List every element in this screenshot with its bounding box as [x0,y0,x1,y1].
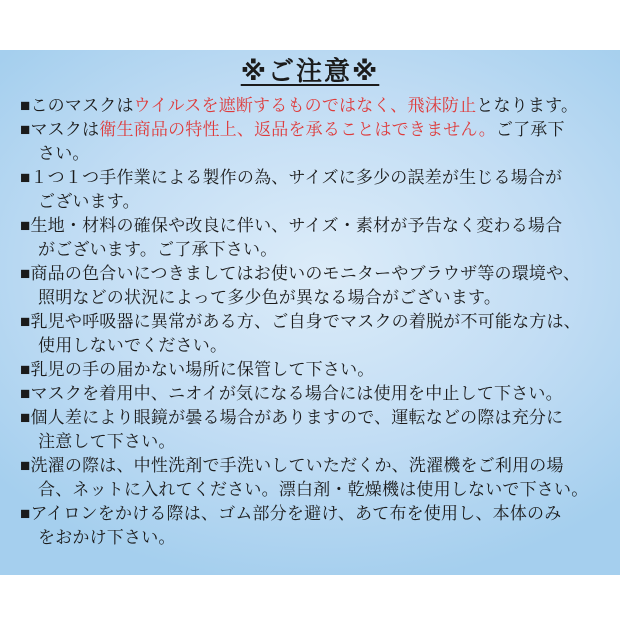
notice-item-continuation-line [20,526,620,550]
notice-text: 使用しないでください。 [38,336,228,355]
notice-text: ございます。 [38,192,140,211]
notice-item-line [20,358,620,382]
notice-text: ■個人差により眼鏡が曇る場合がありますので、運転などの際は充分に [20,408,564,427]
notice-item-continuation-line [20,238,620,262]
notice-item-continuation-line [20,478,620,502]
notice-text: ■商品の色合いにつきましてはお使いのモニターやブラウザ等の環境や、 [20,264,581,283]
notice-text: がございます。ご了承下さい。 [38,240,278,259]
notice-item-line [20,382,620,406]
notice-item-continuation-line [20,334,620,358]
notice-text: となります。 [476,96,579,115]
notice-text: ■洗濯の際は、中性洗剤で手洗いしていただくか、洗濯機をご利用の場 [20,456,564,475]
notice-text: ■乳児や呼吸器に異常がある方、ご自身でマスクの着脱が不可能な方は、 [20,312,581,331]
notice-text: さい。 [38,144,90,163]
notice-item-continuation-line [20,190,620,214]
caution-title: ※ご注意※ [240,56,380,86]
notice-text: をおかけ下さい。 [38,528,176,547]
notice-text: ■乳児の手の届かない場所に保管して下さい。 [20,360,375,379]
notice-text-red: 衛生商品の特性上、返品を承ることはできません。 [99,120,496,139]
notice-item-line [20,118,620,142]
caution-panel [0,50,620,575]
notice-item-line [20,454,620,478]
notice-item-line [20,262,620,286]
notice-text: ■マスクは [20,120,100,139]
notice-item-line [20,214,620,238]
notice-item-line [20,166,620,190]
notice-text: ご了承下 [495,120,565,139]
notice-item-line [20,502,620,526]
notice-item-line [20,406,620,430]
notice-list [0,94,620,550]
notice-text: ■生地・材料の確保や改良に伴い、サイズ・素材が予告なく変わる場合 [20,216,563,235]
notice-item-line [20,94,620,118]
notice-text-red: ウイルスを遮断するものではなく、飛沫防止 [133,96,477,115]
notice-text: ■アイロンをかける際は、ゴム部分を避け、あて布を使用し、本体のみ [20,504,562,523]
notice-item-continuation-line [20,142,620,166]
notice-text: 合、ネットに入れてください。漂白剤・乾燥機は使用しないで下さい。 [38,480,589,499]
notice-text: ■このマスクは [20,96,134,115]
notice-text: ■マスクを着用中、ニオイが気になる場合には使用を中止して下さい。 [20,384,563,403]
notice-text: 注意して下さい。 [38,432,176,451]
notice-text: ■１つ１つ手作業による製作の為、サイズに多少の誤差が生じる場合が [20,168,563,187]
notice-item-continuation-line [20,430,620,454]
notice-item-continuation-line [20,286,620,310]
notice-text: 照明などの状況によって多少色が異なる場合がございます。 [38,288,502,307]
notice-item-line [20,310,620,334]
